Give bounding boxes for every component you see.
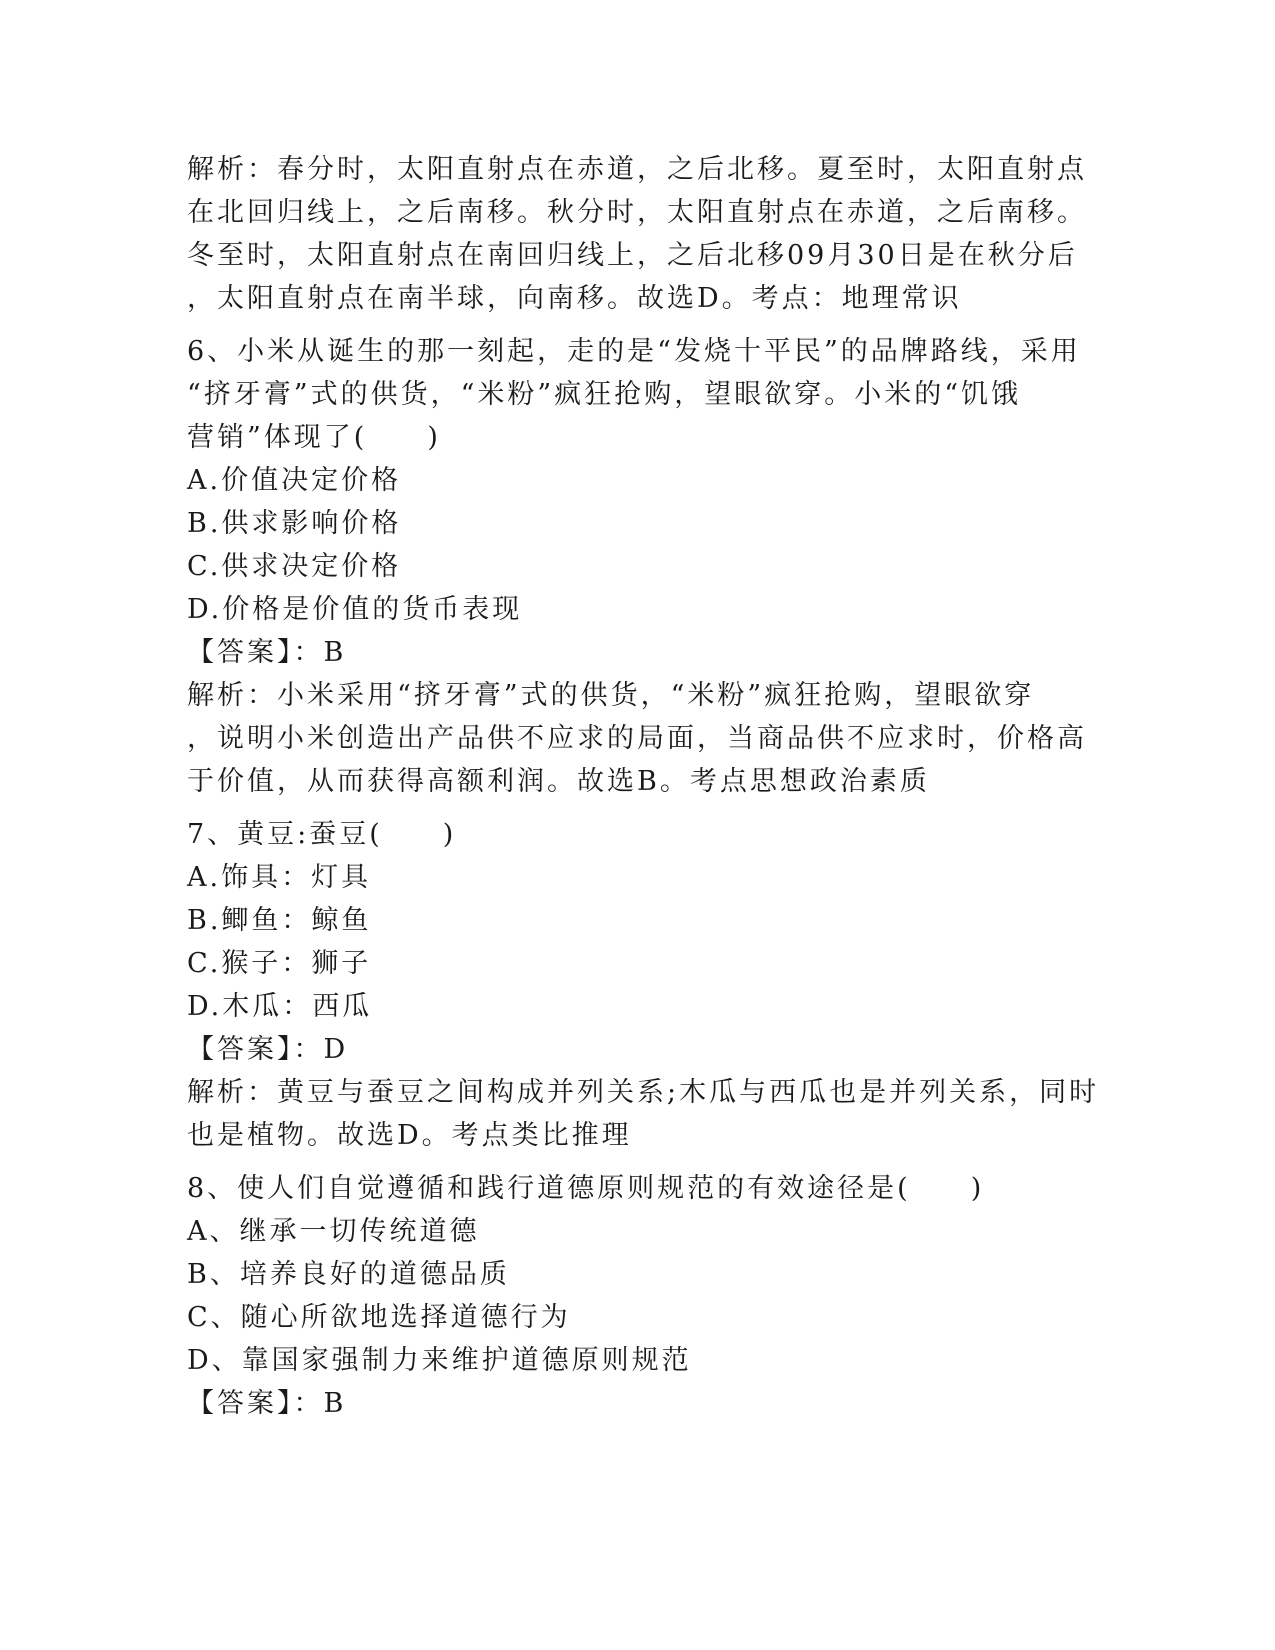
option-d: D.木瓜：西瓜 — [187, 991, 373, 1022]
question-stem: “挤牙膏”式的供货，“米粉”疯狂抢购，望眼欲穿。小米的“饥饿 — [187, 379, 1022, 410]
previous-analysis — [187, 148, 1087, 320]
analysis-line: 于价值，从而获得高额利润。故选B。考点思想政治素质 — [187, 766, 930, 797]
analysis-line: ，说明小米创造出产品供不应求的局面，当商品供不应求时，价格高 — [187, 723, 1087, 754]
answer: 【答案】：D — [187, 1034, 349, 1065]
option-c: C.猴子：狮子 — [187, 948, 372, 979]
question-stem: 营销”体现了( ) — [187, 422, 441, 453]
option-b: B、培养良好的道德品质 — [187, 1259, 510, 1290]
option-d: D、靠国家强制力来维护道德原则规范 — [187, 1345, 692, 1376]
analysis-line: 在北回归线上，之后南移。秋分时，太阳直射点在赤道，之后南移。 — [187, 197, 1087, 228]
analysis-line: ，太阳直射点在南半球，向南移。故选D。考点：地理常识 — [187, 283, 962, 314]
option-c: C.供求决定价格 — [187, 551, 402, 582]
analysis-line: 也是植物。故选D。考点类比推理 — [187, 1120, 632, 1151]
question-stem: 7、黄豆:蚕豆( ) — [187, 819, 457, 850]
question-stem: 8、使人们自觉遵循和践行道德原则规范的有效途径是( ) — [187, 1173, 985, 1204]
question-8 — [187, 1167, 1087, 1425]
document-page — [187, 148, 1100, 1425]
analysis-line: 冬至时，太阳直射点在南回归线上，之后北移09月30日是在秋分后 — [187, 240, 1078, 271]
option-a: A.饰具：灯具 — [187, 862, 372, 893]
option-d: D.价格是价值的货币表现 — [187, 594, 523, 625]
question-stem: 6、小米从诞生的那一刻起，走的是“发烧十平民”的品牌路线，采用 — [187, 336, 1081, 367]
analysis-line: 解析：小米采用“挤牙膏”式的供货，“米粉”疯狂抢购，望眼欲穿 — [187, 680, 1035, 711]
question-6 — [187, 330, 1087, 803]
option-b: B.供求影响价格 — [187, 508, 402, 539]
analysis-line: 解析：春分时，太阳直射点在赤道，之后北移。夏至时，太阳直射点 — [187, 154, 1087, 185]
option-c: C、随心所欲地选择道德行为 — [187, 1302, 571, 1333]
option-a: A.价值决定价格 — [187, 465, 402, 496]
analysis-line: 解析：黄豆与蚕豆之间构成并列关系;木瓜与西瓜也是并列关系，同时 — [187, 1077, 1100, 1108]
option-b: B.鲫鱼：鲸鱼 — [187, 905, 372, 936]
answer: 【答案】：B — [187, 1388, 347, 1419]
answer: 【答案】：B — [187, 637, 347, 668]
option-a: A、继承一切传统道德 — [187, 1216, 480, 1247]
question-7 — [187, 813, 1100, 1157]
